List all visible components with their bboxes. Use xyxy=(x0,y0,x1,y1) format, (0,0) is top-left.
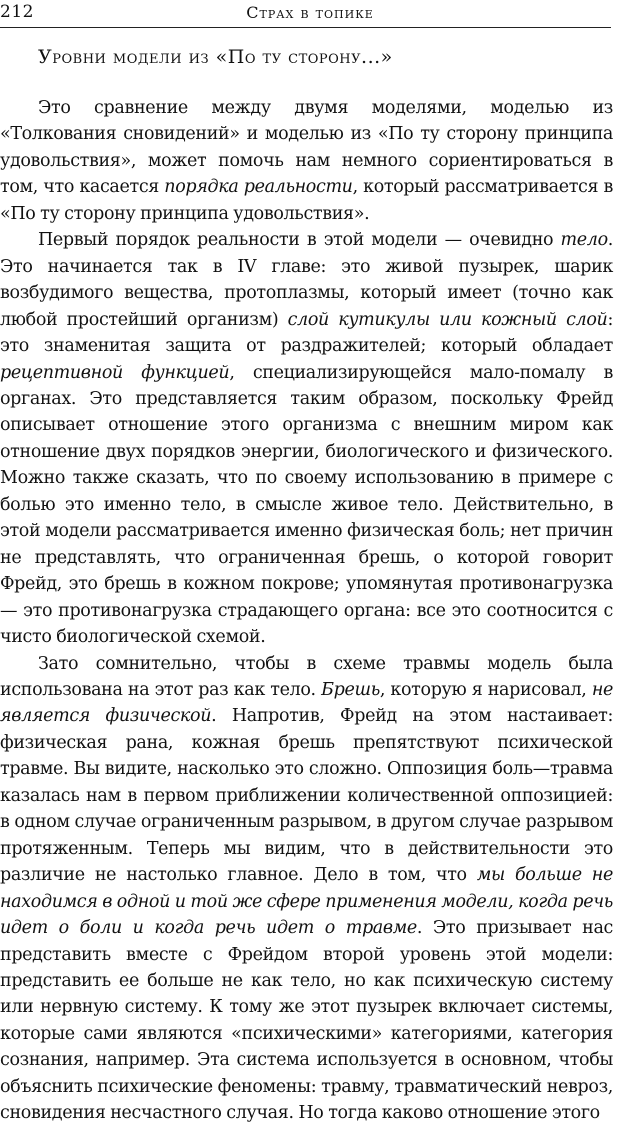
text-run: Зато сомнительно, чтобы в схеме травмы модель была использована на этот раз как тело. xyxy=(0,653,613,700)
page-number: 212 xyxy=(0,2,34,22)
section-title: Уровни модели из «По ту сторону...» xyxy=(38,46,393,68)
body-text xyxy=(0,95,613,1127)
text-run: , специализирующейся мало-помалу в органах. Это представляется таким образом, поскольку Фрейд описывает отношение этого организма с внешним миром как отношение двух порядков энергии, биологического и физического. Можно также сказать, что по своему использованию в примере с болью это именно тело, в смысле живое тело. Действительно, в этой модели рассматривается именно физическая боль; нет причин не представлять, что ограниченная брешь, о которой говорит Фрейд, это брешь в кожном покрове; упомянутая противонагрузка — это противонагрузка страдающего органа: все это соотносится с чисто биологической схемой. xyxy=(0,362,613,648)
italic-text: не является физической xyxy=(0,679,613,727)
page-header xyxy=(0,0,620,26)
italic-text: порядка реальности xyxy=(164,177,353,198)
text-run: : это знаменитая защита от раздражителей; который обладает xyxy=(0,309,613,357)
italic-text: тело xyxy=(560,230,608,251)
italic-text: слой кутикулы или кожный слой xyxy=(287,309,608,330)
text-run: , который рассматривается в «По ту сторону принципа удовольствия». xyxy=(0,177,613,224)
header-rule xyxy=(0,27,611,28)
italic-text: рецептивной функцией xyxy=(0,362,230,383)
paragraph xyxy=(0,651,613,1127)
text-run: Первый порядок реальности в этой модели — очевидно xyxy=(38,230,561,251)
text-run: , которую я нарисовал, xyxy=(379,679,592,700)
text-run: . Напротив, Фрейд на этом настаивает: физическая рана, кожная брешь препятствуют психической травме. Вы видите, насколько это сложно. Оппозиция боль—травма казалась нам в первом приближении количественной оппозицией: в одном случае ограниченным разрывом, в другом случае разрывом протяженным. Теперь мы видим, что в действительности это различие не настолько главное. Дело в том, что xyxy=(0,706,613,886)
paragraph xyxy=(0,95,613,227)
paragraph xyxy=(0,227,613,650)
text-run: . Это призывает нас представить вместе с Фрейдом второй уровень этой модели: представить ее больше не как тело, но как психическую систему или нервную систему. К тому же этот пузырек включает системы, которые сами являются «психическими» категориями, категория сознания, например. Эта система используется в основном, чтобы объяснить психические феномены: травму, травматический невроз, сновидения несчастного случая. Но тогда каково отношение этого xyxy=(0,918,613,1124)
italic-text: Брешь xyxy=(321,679,380,700)
italic-text: мы больше не находимся в одной и той же сфере применения модели, когда речь идет о боли и когда речь идет о травме xyxy=(0,865,613,939)
text-run: . Это начинается так в IV главе: это живой пузырек, шарик возбудимого вещества, протоплазмы, который имеет (точно как любой простейший организм) xyxy=(0,230,613,330)
running-head: Страх в топике xyxy=(246,3,374,22)
text-run: Это сравнение между двумя моделями, моделью из «Толкования сновидений» и моделью из «По ту сторону принципа удовольствия», может помочь нам немного сориентироваться в том, что касается xyxy=(0,98,613,198)
